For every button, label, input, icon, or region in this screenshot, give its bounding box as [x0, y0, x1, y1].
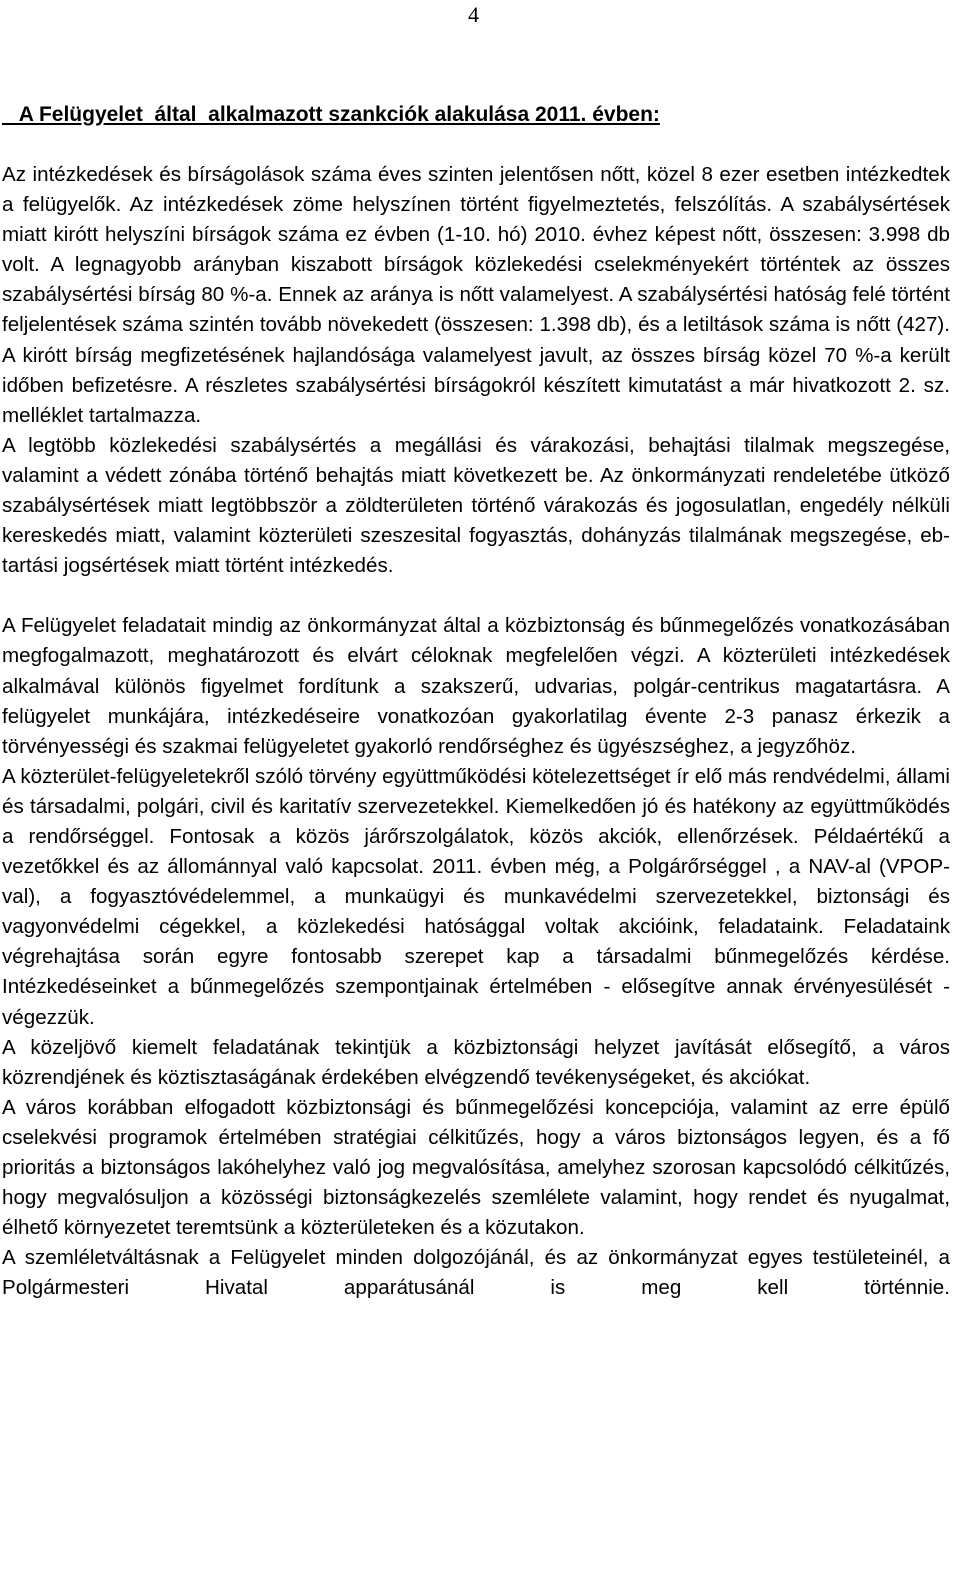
paragraph-tasks: A Felügyelet feladatait mindig az önkormányzat által a közbiztonság és bűnmegelőzés vonatkozásában megfogalmazott, meghatározott és elvárt céloknak megfelelően végzi. A közterületi intézkedések alkalmával különös figyelmet fordítunk a szakszerű, udvarias, polgár-centrikus magatartásra. A felügyelet munkájára, intézkedéseire vonatkozóan gyakorlatilag évente 2-3 panasz érkezik a törvényességi és szakmai felügyeletet gyakorló rendőrséghez és ügyészséghez, a jegyzőhöz. — [2, 614, 950, 758]
section-title: A Felügyelet által alkalmazott szankciók alakulása 2011. évben: — [2, 103, 660, 126]
paragraph-sanctions: Az intézkedések és bírságolások száma éves szinten jelentősen nőtt, közel 8 ezer esetben intézkedtek a felügyelők. Az intézkedések zöme helyszínen történt figyelmeztetés, felszólítás. A szabálysértések miatt kirótt helyszíni bírságok száma ez évben (1-10. hó) 2010. évhez képest nőtt, összesen: 3.998 db volt. A legnagyobb arányban kiszabott bírságok közlekedési cselekményekért történtek az összes szabálysértési bírság 80 %-a. Ennek az aránya is nőtt valamelyest. A szabálysértési hatóság felé történt feljelentések száma szintén tovább növekedett (összesen: 1.398 db), és a letiltások száma is nőtt (427). A kirótt bírság megfizetésének hajlandósága valamelyest javult, az összes bírság közel 70 %-a került időben befizetésre. A részletes szabálysértési bírságokról készített kimutatást a már hivatkozott 2. sz. melléklet tartalmazza. — [2, 163, 950, 427]
paragraph-cooperation: A közterület-felügyeletekről szóló törvény együttműködési kötelezettséget ír elő más rendvédelmi, állami és társadalmi, polgári, civil és karitatív szervezetekkel. Kiemelkedően jó és hatékony az együttműködés a rendőrséggel. Fontosak a közös járőrszolgálatok, közös akciók, ellenőrzések. Példaértékű a vezetőkkel és az állománnyal való kapcsolat. 2011. évben még, a Polgárőrséggel , a NAV-al (VPOP-val), a fogyasztóvédelemmel, a munkaügyi és munkavédelmi szervezetekkel, biztonsági és vagyonvédelmi cégekkel, a közlekedési hatósággal voltak akcióink, feladataink. Feladataink végrehajtása során egyre fontosabb szerepet kap a társadalmi bűnmegelőzés kérdése. Intézkedéseinket a bűnmegelőzés szempontjainak értelmében - elősegítve annak érvényesülését - végezzük. — [2, 764, 950, 1029]
paragraph-traffic-violations: A legtöbb közlekedési szabálysértés a megállási és várakozási, behajtási tilalmak megszegése, valamint a védett zónába történő behajtás miatt következett be. Az önkormányzati rendeletébe ütköző szabálysértések miatt legtöbbször a zöldterületen történő várakozás és jogosulatlan, engedély nélküli kereskedés miatt, valamint közterületi szeszesital fogyasztás, dohányzás tilalmának megszegése, eb-tartási jogsértések miatt történt intézkedés. — [2, 433, 950, 578]
body-text — [2, 160, 950, 1303]
paragraph-near-future: A közeljövő kiemelt feladatának tekintjük a közbiztonsági helyzet javítását elősegítő, a város közrendjének és köztisztaságának érdekében elvégzendő tevékenységeket, és akciókat. — [2, 1035, 950, 1089]
page-number: 4 — [468, 2, 479, 27]
paragraph-concept: A város korábban elfogadott közbiztonsági és bűnmegelőzési koncepciója, valamint az erre épülő cselekvési programok értelmében stratégiai célkitűzés, hogy a város biztonságos legyen, és a fő prioritás a biztonságos lakóhelyhez való jog megvalósítása, amelyhez szorosan kapcsolódó célkitűzés, hogy megvalósuljon a közösségi biztonságkezelés szemlélete valamint, hogy rendet és nyugalmat, élhető környezetet teremtsünk a közterületeken és a közutakon. — [2, 1095, 950, 1240]
paragraph-attitude-change: A szemléletváltásnak a Felügyelet minden dolgozójánál, és az önkormányzat egyes testületeinél, a Polgármesteri Hivatal apparátusánál is meg kell történnie. — [2, 1246, 950, 1300]
